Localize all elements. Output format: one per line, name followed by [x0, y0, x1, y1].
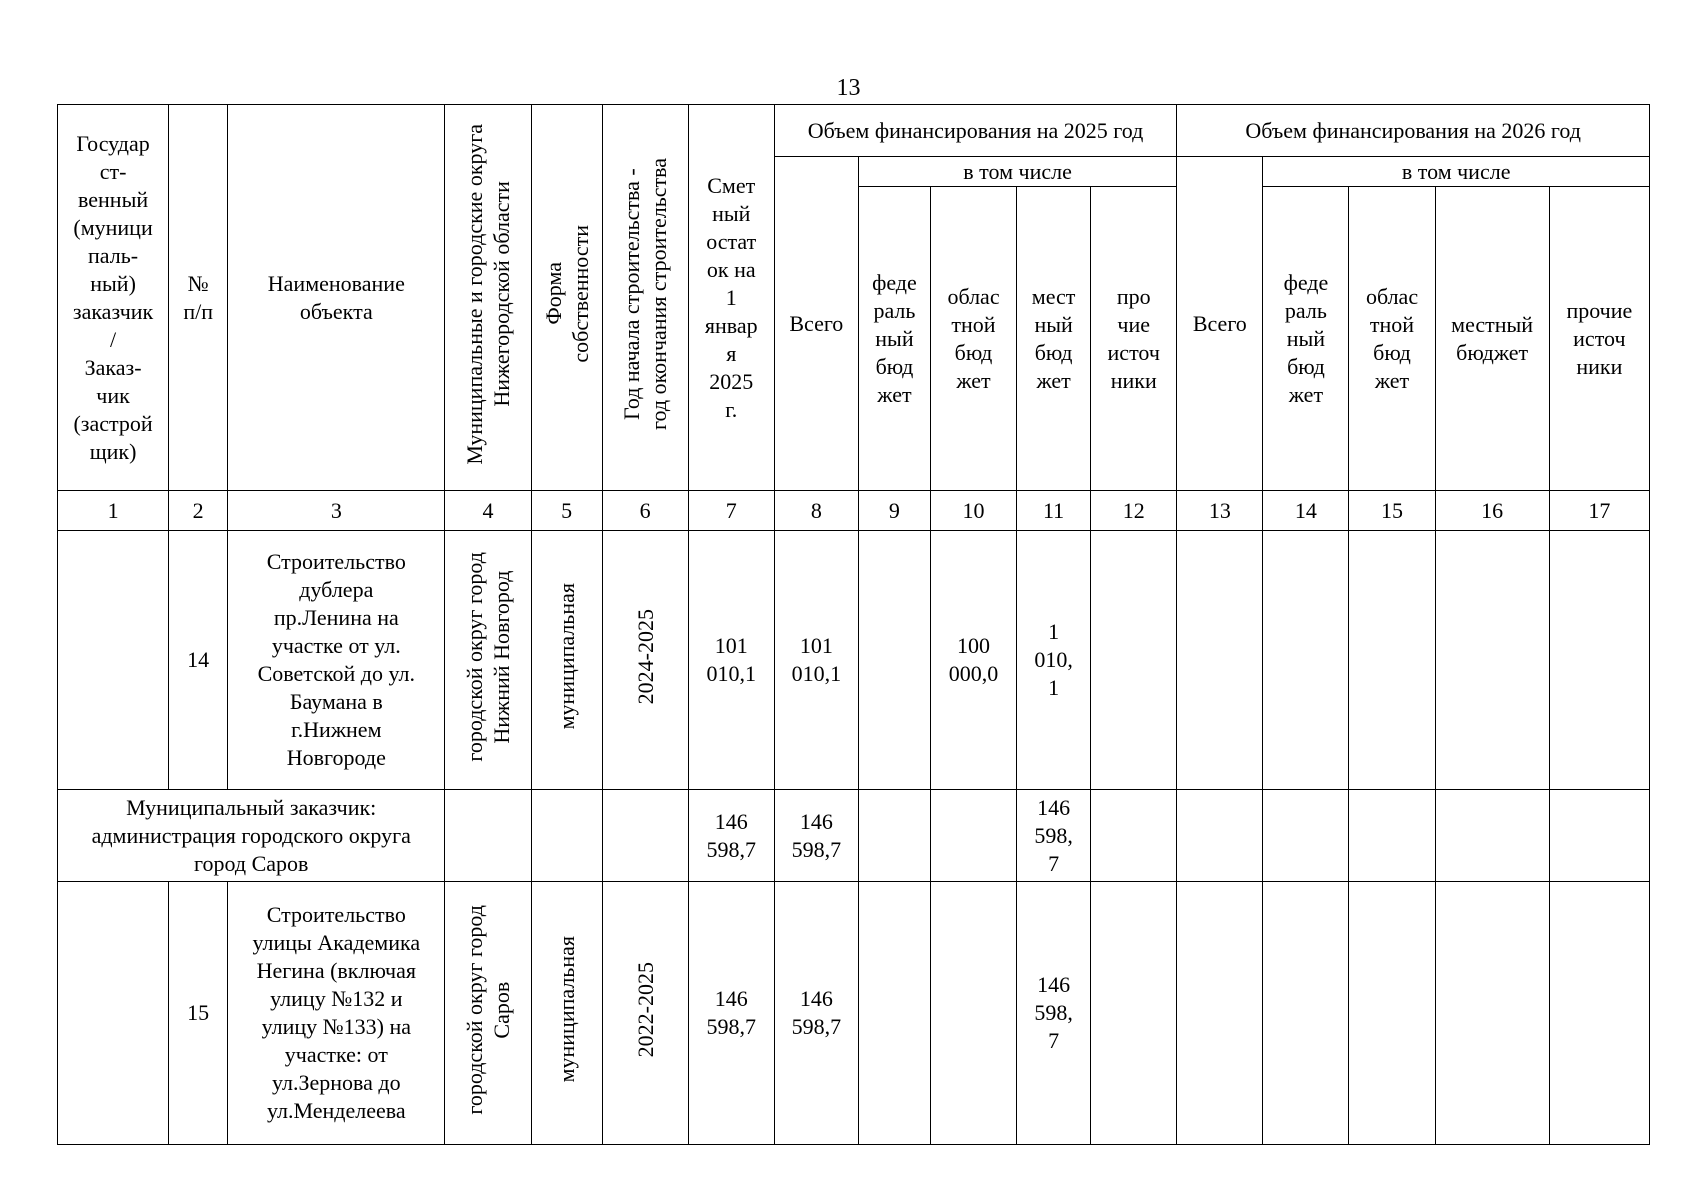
column-number: 4 — [445, 491, 531, 531]
row-federal-2026 — [1263, 531, 1349, 790]
row-other-2026 — [1549, 882, 1649, 1145]
table-row — [58, 531, 1650, 790]
row-local-2025: 146 598, 7 — [1017, 882, 1091, 1145]
row-local-2026 — [1435, 882, 1549, 1145]
row-total-2025: 146 598,7 — [774, 882, 858, 1145]
group-federal-2026 — [1263, 790, 1349, 882]
header-other-2026: прочие источ ники — [1549, 187, 1649, 491]
group-regional-2025 — [930, 790, 1016, 882]
column-number: 15 — [1349, 491, 1435, 531]
column-number: 12 — [1091, 491, 1177, 531]
column-number: 3 — [228, 491, 445, 531]
header-funding-2025: Объем финансирования на 2025 год — [774, 105, 1176, 157]
header-including-2025: в том числе — [858, 157, 1176, 187]
row-number: 15 — [169, 882, 228, 1145]
group-estimate: 146 598,7 — [688, 790, 774, 882]
row-estimate: 146 598,7 — [688, 882, 774, 1145]
row-municipality: городской округ город Саров — [445, 882, 531, 1145]
row-regional-2025 — [930, 882, 1016, 1145]
row-regional-2026 — [1349, 531, 1435, 790]
row-regional-2026 — [1349, 882, 1435, 1145]
column-number: 10 — [930, 491, 1016, 531]
column-number: 16 — [1435, 491, 1549, 531]
column-number: 11 — [1017, 491, 1091, 531]
header-funding-2026: Объем финансирования на 2026 год — [1177, 105, 1650, 157]
row-other-2026 — [1549, 531, 1649, 790]
group-other-2026 — [1549, 790, 1649, 882]
column-number: 17 — [1549, 491, 1649, 531]
column-number-row — [58, 491, 1650, 531]
row-federal-2026 — [1263, 882, 1349, 1145]
group-years — [602, 790, 688, 882]
group-other-2025 — [1091, 790, 1177, 882]
header-total-2025: Всего — [774, 157, 858, 491]
group-local-2026 — [1435, 790, 1549, 882]
row-ownership: муниципальная — [531, 531, 602, 790]
row-estimate: 101 010,1 — [688, 531, 774, 790]
header-other-2025: про чие источ ники — [1091, 187, 1177, 491]
column-number: 5 — [531, 491, 602, 531]
column-number: 2 — [169, 491, 228, 531]
row-local-2026 — [1435, 531, 1549, 790]
row-federal-2025 — [858, 882, 930, 1145]
row-total-2026 — [1177, 882, 1263, 1145]
header-total-2026: Всего — [1177, 157, 1263, 491]
header-federal-2026: феде раль ный бюд жет — [1263, 187, 1349, 491]
group-ownership — [531, 790, 602, 882]
header-including-2026: в том числе — [1263, 157, 1650, 187]
column-number: 6 — [602, 491, 688, 531]
row-years: 2024-2025 — [602, 531, 688, 790]
header-object-name: Наименование объекта — [228, 105, 445, 491]
column-number: 1 — [58, 491, 169, 531]
customer-group-row — [58, 790, 1650, 882]
header-municipality: Муниципальные и городские округа Нижегородской области — [445, 105, 531, 491]
page-number: 13 — [836, 75, 861, 101]
row-federal-2025 — [858, 531, 930, 790]
column-number: 14 — [1263, 491, 1349, 531]
header-estimate: Смет ный остат ок на 1 январ я 2025 г. — [688, 105, 774, 491]
row-regional-2025: 100 000,0 — [930, 531, 1016, 790]
row-other-2025 — [1091, 882, 1177, 1145]
table-row — [58, 882, 1650, 1145]
row-total-2026 — [1177, 531, 1263, 790]
column-number: 7 — [688, 491, 774, 531]
group-total-2026 — [1177, 790, 1263, 882]
header-number: № п/п — [169, 105, 228, 491]
group-federal-2025 — [858, 790, 930, 882]
header-local-2025: мест ный бюд жет — [1017, 187, 1091, 491]
group-regional-2026 — [1349, 790, 1435, 882]
column-number: 9 — [858, 491, 930, 531]
row-years: 2022-2025 — [602, 882, 688, 1145]
row-customer — [58, 882, 169, 1145]
header-regional-2025: облас тной бюд жет — [930, 187, 1016, 491]
header-federal-2025: феде раль ный бюд жет — [858, 187, 930, 491]
group-municipality — [445, 790, 531, 882]
financing-table — [57, 104, 1650, 1145]
row-customer — [58, 531, 169, 790]
column-number: 13 — [1177, 491, 1263, 531]
header-customer: Государ ст- венный (муници паль- ный) заказчик / Заказ- чик (застрой щик) — [58, 105, 169, 491]
row-number: 14 — [169, 531, 228, 790]
header-ownership: Форма собственности — [531, 105, 602, 491]
row-other-2025 — [1091, 531, 1177, 790]
header-years: Год начала строительства - год окончания строительства — [602, 105, 688, 491]
row-total-2025: 101 010,1 — [774, 531, 858, 790]
group-local-2025: 146 598, 7 — [1017, 790, 1091, 882]
row-ownership: муниципальная — [531, 882, 602, 1145]
header-local-2026: местный бюджет — [1435, 187, 1549, 491]
header-regional-2026: облас тной бюд жет — [1349, 187, 1435, 491]
row-object-name: Строительство улицы Академика Негина (включая улицу №132 и улицу №133) на участке: от ул.Зернова до ул.Менделеева — [228, 882, 445, 1145]
row-municipality: городской округ город Нижний Новгород — [445, 531, 531, 790]
customer-group-label: Муниципальный заказчик: администрация городского округа город Саров — [58, 790, 445, 882]
row-local-2025: 1 010, 1 — [1017, 531, 1091, 790]
group-total-2025: 146 598,7 — [774, 790, 858, 882]
row-object-name: Строительство дублера пр.Ленина на участке от ул. Советской до ул. Баумана в г.Нижнем Новгороде — [228, 531, 445, 790]
column-number: 8 — [774, 491, 858, 531]
